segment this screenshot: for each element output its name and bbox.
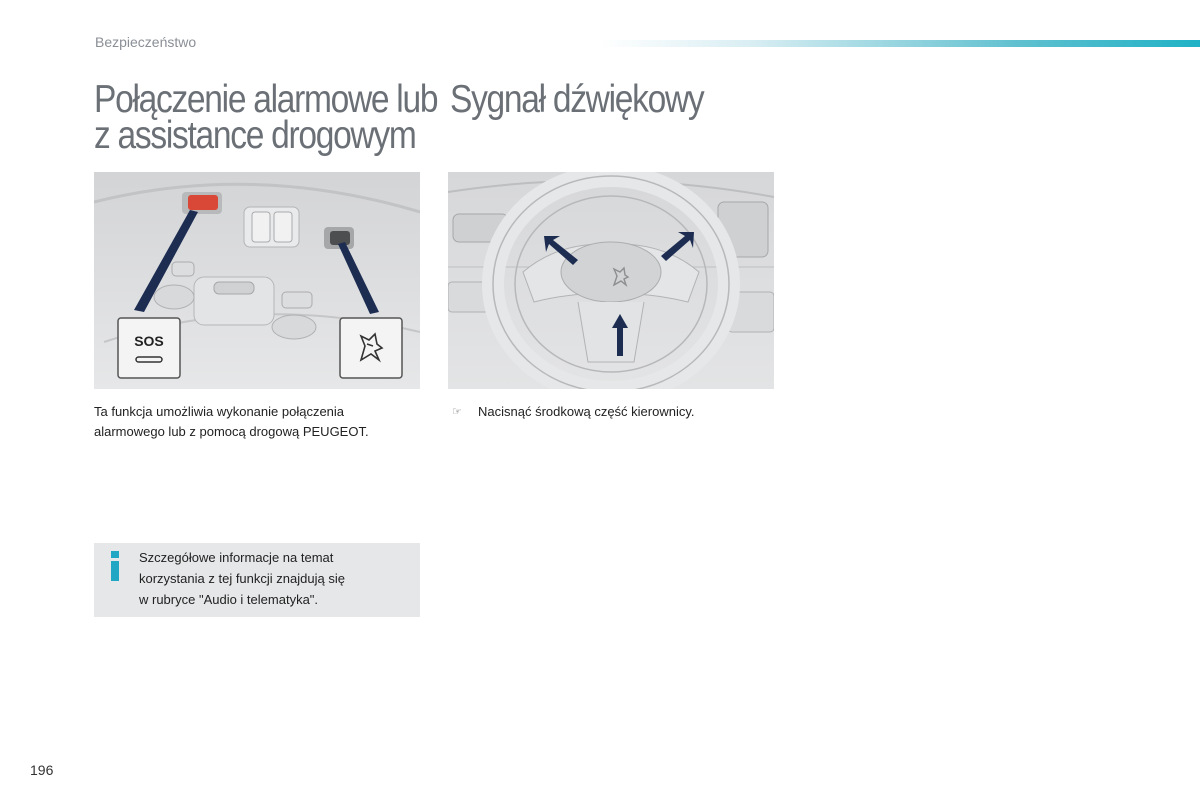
sos-button-red [188, 195, 218, 210]
horn-instruction [452, 402, 695, 422]
emergency-call-title [94, 78, 438, 157]
info-line3: w rubryce "Audio i telematyka". [139, 592, 319, 607]
emergency-console-figure [94, 172, 420, 389]
pointing-hand-icon: ☞ [452, 406, 462, 418]
sos-label: SOS [134, 333, 164, 349]
emergency-call-title-line2: z assistance drogowym [94, 114, 416, 157]
steering-wheel-figure [448, 172, 774, 389]
emergency-call-title-line1: Połączenie alarmowe lub [94, 78, 438, 121]
description-line1: Ta funkcja umożliwia wykonanie połączenia [94, 404, 345, 419]
section-label: Bezpieczeństwo [95, 34, 197, 50]
description-line2: alarmowego lub z pomocą drogową PEUGEOT. [94, 424, 369, 439]
horn-instruction-text: Nacisnąć środkową część kierownicy. [478, 404, 695, 419]
page-number: 196 [30, 762, 54, 778]
info-line1: Szczegółowe informacje na temat [139, 550, 334, 565]
horn-title: Sygnał dźwiękowy [450, 78, 704, 121]
peugeot-assistance-button-icon [340, 318, 402, 378]
steering-wheel-illustration [448, 172, 774, 389]
console-illustration [94, 172, 420, 389]
info-icon [108, 551, 122, 581]
info-text [139, 547, 345, 610]
header-accent-bar [600, 40, 1200, 47]
info-box [94, 543, 420, 617]
emergency-call-description [94, 402, 434, 442]
info-line2: korzystania z tej funkcji znajdują się [139, 571, 345, 586]
